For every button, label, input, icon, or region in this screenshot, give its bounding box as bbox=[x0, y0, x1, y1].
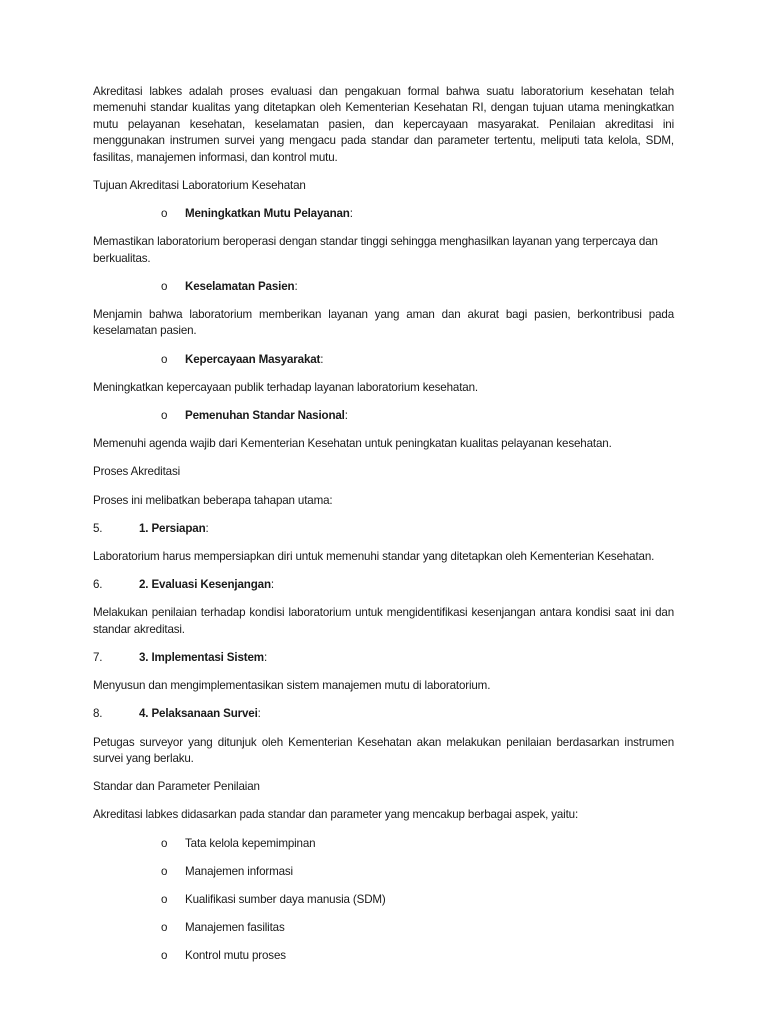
bullet-marker: o bbox=[161, 836, 168, 850]
standar-item-3 bbox=[161, 892, 674, 908]
tujuan-item-desc: Meningkatkan kepercayaan publik terhadap layanan laboratorium kesehatan. bbox=[93, 380, 478, 394]
standar-item-text: Manajemen informasi bbox=[185, 864, 293, 878]
standar-item-1 bbox=[161, 836, 674, 852]
tujuan-item-title: Pemenuhan Standar Nasional bbox=[185, 409, 345, 423]
document-body bbox=[93, 84, 674, 965]
tujuan-item-title: Keselamatan Pasien bbox=[185, 279, 295, 293]
step-number: 8. bbox=[93, 707, 103, 721]
proses-step-3: 7. 3. Implementasi Sistem: bbox=[93, 650, 674, 666]
proses-step-2: 6. 2. Evaluasi Kesenjangan: bbox=[93, 577, 674, 593]
proses-intro: Proses ini melibatkan beberapa tahapan utama: bbox=[93, 493, 333, 507]
standar-heading: Standar dan Parameter Penilaian bbox=[93, 780, 260, 794]
bullet-marker: o bbox=[161, 207, 168, 221]
step-desc: Petugas surveyor yang ditunjuk oleh Kementerian Kesehatan akan melakukan penilaian berdasarkan instrumen survei yang berlaku. bbox=[93, 735, 674, 765]
tujuan-item-title: Meningkatkan Mutu Pelayanan bbox=[185, 207, 350, 221]
standar-item-text: Kontrol mutu proses bbox=[185, 949, 286, 963]
proses-step-1: 5. 1. Persiapan: bbox=[93, 521, 674, 537]
step-title: 3. Implementasi Sistem bbox=[139, 651, 264, 664]
standar-item-text: Tata kelola kepemimpinan bbox=[185, 836, 316, 850]
step-desc: Menyusun dan mengimplementasikan sistem manajemen mutu di laboratorium. bbox=[93, 679, 491, 693]
standar-intro: Akreditasi labkes didasarkan pada standar dan parameter yang mencakup berbagai aspek, yaitu: bbox=[93, 808, 579, 822]
standar-item-4 bbox=[161, 920, 674, 936]
bullet-marker: o bbox=[161, 949, 168, 963]
tujuan-bullet-1: o Meningkatkan Mutu Pelayanan: bbox=[161, 206, 674, 222]
tujuan-bullet-3: o Kepercayaan Masyarakat: bbox=[161, 352, 674, 368]
tujuan-item-desc: Memenuhi agenda wajib dari Kementerian Kesehatan untuk peningkatan kualitas pelayanan kesehatan. bbox=[93, 437, 612, 451]
tujuan-bullet-2: o Keselamatan Pasien: bbox=[161, 279, 674, 295]
standar-item-text: Kualifikasi sumber daya manusia (SDM) bbox=[185, 892, 386, 906]
standar-item-2 bbox=[161, 864, 674, 880]
bullet-marker: o bbox=[161, 279, 168, 293]
bullet-marker: o bbox=[161, 409, 168, 423]
proses-heading: Proses Akreditasi bbox=[93, 465, 181, 479]
step-number: 6. bbox=[93, 578, 103, 592]
bullet-marker: o bbox=[161, 892, 168, 906]
intro-paragraph: Akreditasi labkes adalah proses evaluasi dan pengakuan formal bahwa suatu laboratorium kesehatan telah memenuhi standar kualitas yang ditetapkan oleh Kementerian Kesehatan RI, dengan tujuan utama meningkatkan mutu pelayanan kesehatan, keselamatan pasien, dan kepercayaan masyarakat. Penilaian akreditasi ini menggunakan instrumen survei yang mengacu pada standar dan parameter tertentu, meliputi tata kelola, SDM, fasilitas, manajemen informasi, dan kontrol mutu. bbox=[93, 85, 674, 164]
bullet-marker: o bbox=[161, 352, 168, 366]
step-desc: Laboratorium harus mempersiapkan diri untuk memenuhi standar yang ditetapkan oleh Kementerian Kesehatan. bbox=[93, 550, 655, 563]
step-title: 2. Evaluasi Kesenjangan bbox=[139, 578, 271, 592]
step-desc: Melakukan penilaian terhadap kondisi laboratorium untuk mengidentifikasi kesenjangan antara kondisi saat ini dan standar akreditasi. bbox=[93, 606, 674, 636]
step-title: 4. Pelaksanaan Survei bbox=[139, 707, 258, 721]
standar-item-text: Manajemen fasilitas bbox=[185, 921, 285, 935]
proses-step-4: 8. 4. Pelaksanaan Survei: bbox=[93, 706, 674, 722]
tujuan-item-desc: Menjamin bahwa laboratorium memberikan layanan yang aman dan akurat bagi pasien, berkontribusi pada keselamatan pasien. bbox=[93, 308, 674, 338]
step-number: 5. bbox=[93, 521, 103, 535]
tujuan-item-desc: Memastikan laboratorium beroperasi dengan standar tinggi sehingga menghasilkan layanan yang terpercaya dan berkualitas. bbox=[93, 235, 658, 265]
step-number: 7. bbox=[93, 651, 103, 664]
standar-item-5 bbox=[161, 948, 674, 964]
step-title: 1. Persiapan bbox=[139, 521, 206, 535]
bullet-marker: o bbox=[161, 864, 168, 878]
tujuan-bullet-4: o Pemenuhan Standar Nasional: bbox=[161, 408, 674, 424]
tujuan-heading: Tujuan Akreditasi Laboratorium Kesehatan bbox=[93, 178, 306, 192]
tujuan-item-title: Kepercayaan Masyarakat bbox=[185, 352, 321, 366]
bullet-marker: o bbox=[161, 921, 168, 935]
